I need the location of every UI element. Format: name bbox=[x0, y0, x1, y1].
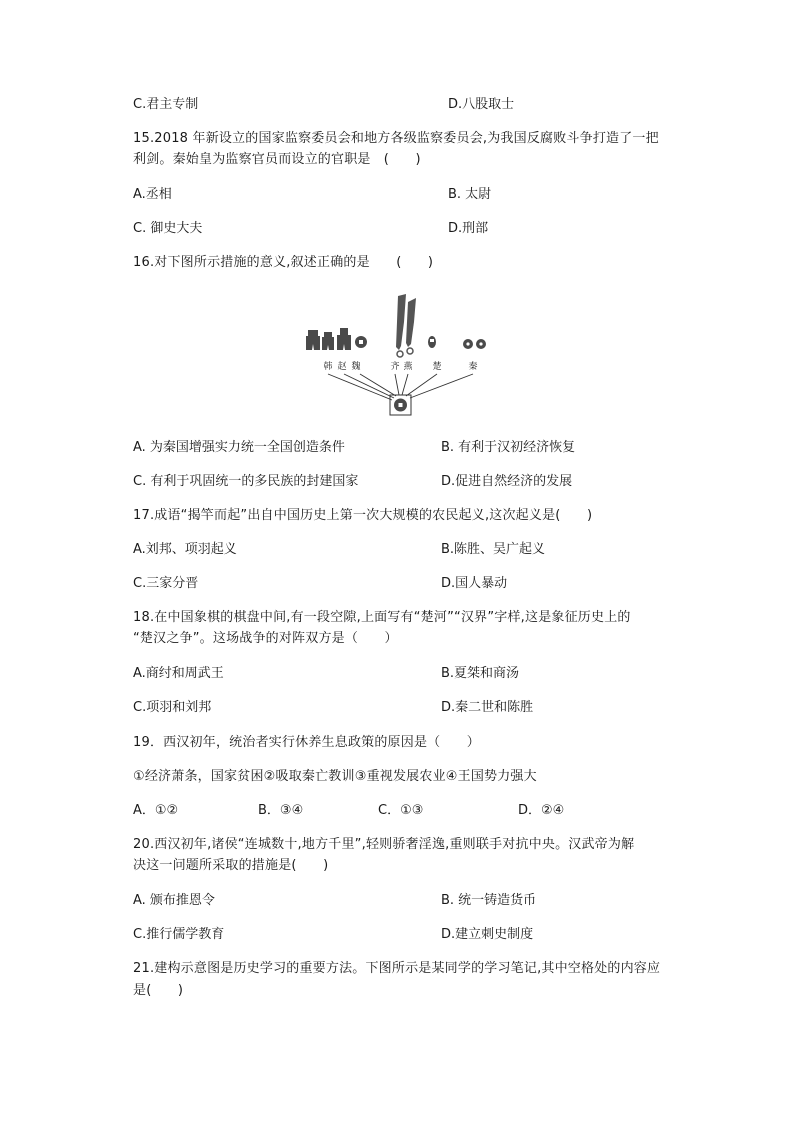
q15-stem-line2: 利剑。秦始皇为监察官员而设立的官职是 ( ) bbox=[133, 152, 421, 167]
state-label-yan: 燕 bbox=[403, 362, 413, 372]
q16-option-c: C. 有利于巩固统一的多民族的封建国家 bbox=[133, 474, 359, 489]
knife-coins-icon bbox=[396, 294, 416, 357]
state-label-zhao: 赵 bbox=[337, 362, 347, 372]
round-coin-icon bbox=[355, 336, 367, 348]
state-label-wei: 魏 bbox=[351, 362, 361, 372]
q15-option-a: A.丞相 bbox=[133, 187, 172, 202]
q18-stem-line1: 18.在中国象棋的棋盘中间,有一段空隙,上面写有“楚河”“汉界”字样,这是象征历史上的 bbox=[133, 610, 631, 625]
q18-option-b: B.夏桀和商汤 bbox=[441, 666, 520, 681]
q14-option-c: C.君主专制 bbox=[133, 97, 199, 112]
q17-option-a: A.刘邦、项羽起义 bbox=[133, 542, 237, 557]
q19-option-d: D．②④ bbox=[518, 803, 565, 818]
q15-option-d: D.刑部 bbox=[448, 221, 489, 236]
state-label-qi: 齐 bbox=[390, 362, 400, 372]
q21-stem-line1: 21.建构示意图是历史学习的重要方法。下图所示是某同学的学习笔记,其中空格处的内容应 bbox=[133, 961, 661, 976]
q17-stem: 17.成语“揭竿而起”出自中国历史上第一次大规模的农民起义,这次起义是( ) bbox=[133, 508, 593, 523]
q19-option-c: C．①③ bbox=[378, 803, 424, 818]
q20-option-c: C.推行儒学教育 bbox=[133, 927, 225, 942]
q20-option-a: A. 颁布推恩令 bbox=[133, 893, 215, 908]
q21-stem-line2: 是( ) bbox=[133, 983, 184, 998]
spade-coins-icon bbox=[306, 328, 351, 350]
q16-stem: 16.对下图所示措施的意义,叙述正确的是 ( ) bbox=[133, 255, 434, 270]
q16-option-d: D.促进自然经济的发展 bbox=[441, 474, 573, 489]
q18-option-d: D.秦二世和陈胜 bbox=[441, 700, 534, 715]
q20-stem-line1: 20.西汉初年,诸侯“连城数十,地方千里”,轻则骄奢淫逸,重则联手对抗中央。汉武帝为解 bbox=[133, 837, 635, 852]
q19-items: ①经济萧条，国家贫困②吸取秦亡教训③重视发展农业④王国势力强大 bbox=[133, 769, 537, 784]
q16-option-a: A. 为秦国增强实力统一全国创造条件 bbox=[133, 440, 345, 455]
converging-lines bbox=[328, 374, 473, 400]
q15-stem-line1: 15.2018 年新设立的国家监察委员会和地方各级监察委员会,为我国反腐败斗争打造了一把 bbox=[133, 131, 659, 146]
q16-option-b: B. 有利于汉初经济恢复 bbox=[441, 440, 576, 455]
q17-option-b: B.陈胜、吴广起义 bbox=[441, 542, 546, 557]
q19-option-a: A．①② bbox=[133, 803, 179, 818]
ant-nose-coin-icon bbox=[428, 336, 436, 348]
q14-option-d: D.八股取士 bbox=[448, 97, 515, 112]
q19-stem: 19．西汉初年，统治者实行休养生息政策的原因是（ ） bbox=[133, 735, 480, 750]
state-label-chu: 楚 bbox=[432, 362, 442, 372]
q20-option-d: D.建立刺史制度 bbox=[441, 927, 534, 942]
q18-stem-line2: “楚汉之争”。这场战争的对阵双方是（ ） bbox=[133, 631, 398, 646]
q15-option-c: C. 御史大夫 bbox=[133, 221, 203, 236]
qin-round-coins-icon bbox=[463, 339, 486, 349]
q20-stem-line2: 决这一问题所采取的措施是( ) bbox=[133, 858, 329, 873]
q17-option-d: D.国人暴动 bbox=[441, 576, 508, 591]
q18-option-a: A.商纣和周武王 bbox=[133, 666, 224, 681]
coin-unification-figure bbox=[300, 292, 500, 417]
q17-option-c: C.三家分晋 bbox=[133, 576, 199, 591]
q19-option-b: B．③④ bbox=[258, 803, 304, 818]
state-label-han: 韩 bbox=[323, 362, 333, 372]
q20-option-b: B. 统一铸造货币 bbox=[441, 893, 537, 908]
q15-option-b: B. 太尉 bbox=[448, 187, 492, 202]
state-label-qin: 秦 bbox=[468, 362, 478, 372]
q18-option-c: C.项羽和刘邦 bbox=[133, 700, 212, 715]
